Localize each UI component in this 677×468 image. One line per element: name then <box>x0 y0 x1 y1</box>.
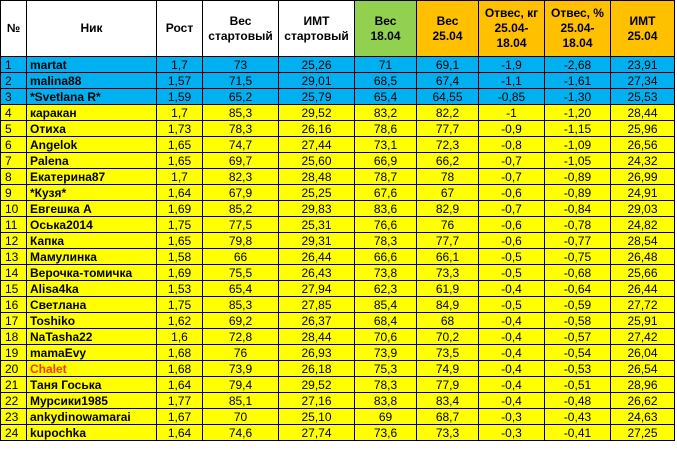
cell-weight-1804: 73,8 <box>355 265 417 281</box>
cell-bmi-2504: 25,53 <box>611 89 675 105</box>
cell-start-weight: 70 <box>203 409 279 425</box>
cell-bmi-2504: 26,56 <box>611 137 675 153</box>
cell-weight-2504: 84,9 <box>417 297 479 313</box>
table-row <box>1 249 675 265</box>
table-row <box>1 233 675 249</box>
cell-loss-kg: -0,6 <box>479 185 545 201</box>
cell-start-bmi: 27,85 <box>279 297 355 313</box>
header-start-bmi: ИМТ стартовый <box>279 1 355 57</box>
cell-weight-2504: 77,7 <box>417 233 479 249</box>
cell-start-weight: 75,5 <box>203 265 279 281</box>
cell-weight-2504: 67 <box>417 185 479 201</box>
cell-weight-2504: 73,3 <box>417 265 479 281</box>
cell-start-weight: 74,7 <box>203 137 279 153</box>
cell-start-weight: 73 <box>203 57 279 73</box>
table-row <box>1 201 675 217</box>
cell-loss-kg: -0,7 <box>479 201 545 217</box>
cell-loss-kg: -1 <box>479 105 545 121</box>
cell-nick: Toshiko <box>27 313 157 329</box>
cell-bmi-2504: 25,66 <box>611 265 675 281</box>
cell-weight-2504: 68 <box>417 313 479 329</box>
header-loss-pct: Отвес, % 25.04-18.04 <box>545 1 611 57</box>
cell-weight-2504: 77,7 <box>417 121 479 137</box>
table-row <box>1 217 675 233</box>
cell-weight-1804: 70,6 <box>355 329 417 345</box>
cell-weight-2504: 67,4 <box>417 73 479 89</box>
cell-index: 2 <box>1 73 27 89</box>
cell-start-bmi: 27,16 <box>279 393 355 409</box>
cell-index: 7 <box>1 153 27 169</box>
cell-loss-pct: -0,89 <box>545 169 611 185</box>
table-row <box>1 265 675 281</box>
cell-bmi-2504: 26,44 <box>611 281 675 297</box>
cell-loss-pct: -0,41 <box>545 425 611 441</box>
cell-bmi-2504: 24,82 <box>611 217 675 233</box>
cell-start-bmi: 26,18 <box>279 361 355 377</box>
cell-index: 19 <box>1 345 27 361</box>
cell-weight-2504: 70,2 <box>417 329 479 345</box>
cell-loss-kg: -0,4 <box>479 345 545 361</box>
cell-nick: каракан <box>27 105 157 121</box>
cell-start-bmi: 25,79 <box>279 89 355 105</box>
cell-weight-1804: 71 <box>355 57 417 73</box>
cell-bmi-2504: 27,42 <box>611 329 675 345</box>
cell-height: 1,69 <box>157 265 203 281</box>
cell-height: 1,64 <box>157 185 203 201</box>
cell-height: 1,65 <box>157 153 203 169</box>
cell-loss-pct: -0,48 <box>545 393 611 409</box>
cell-weight-1804: 73,6 <box>355 425 417 441</box>
cell-index: 1 <box>1 57 27 73</box>
cell-weight-2504: 82,9 <box>417 201 479 217</box>
cell-index: 5 <box>1 121 27 137</box>
cell-loss-pct: -1,15 <box>545 121 611 137</box>
cell-bmi-2504: 28,96 <box>611 377 675 393</box>
cell-loss-kg: -0,4 <box>479 361 545 377</box>
header-weight-2504: Вес 25.04 <box>417 1 479 57</box>
cell-loss-kg: -0,7 <box>479 153 545 169</box>
cell-start-bmi: 29,01 <box>279 73 355 89</box>
cell-index: 24 <box>1 425 27 441</box>
table-row <box>1 121 675 137</box>
cell-start-bmi: 29,31 <box>279 233 355 249</box>
cell-height: 1,53 <box>157 281 203 297</box>
cell-loss-pct: -1,30 <box>545 89 611 105</box>
table-row <box>1 409 675 425</box>
table-row <box>1 361 675 377</box>
cell-start-bmi: 26,43 <box>279 265 355 281</box>
cell-start-weight: 77,5 <box>203 217 279 233</box>
cell-index: 11 <box>1 217 27 233</box>
cell-nick: Оська2014 <box>27 217 157 233</box>
cell-bmi-2504: 25,91 <box>611 313 675 329</box>
cell-bmi-2504: 26,04 <box>611 345 675 361</box>
cell-nick: kupochka <box>27 425 157 441</box>
cell-nick: malina88 <box>27 73 157 89</box>
cell-loss-kg: -0,4 <box>479 393 545 409</box>
cell-nick: *Svetlana R* <box>27 89 157 105</box>
cell-weight-2504: 78 <box>417 169 479 185</box>
table-row <box>1 105 675 121</box>
cell-weight-1804: 69 <box>355 409 417 425</box>
cell-index: 8 <box>1 169 27 185</box>
cell-weight-1804: 78,6 <box>355 121 417 137</box>
cell-weight-2504: 74,9 <box>417 361 479 377</box>
cell-start-bmi: 25,25 <box>279 185 355 201</box>
cell-height: 1,65 <box>157 233 203 249</box>
cell-loss-pct: -0,58 <box>545 313 611 329</box>
table-row <box>1 169 675 185</box>
header-weight-1804: Вес 18.04 <box>355 1 417 57</box>
cell-start-weight: 79,8 <box>203 233 279 249</box>
header-start-weight: Вес стартовый <box>203 1 279 57</box>
cell-weight-2504: 77,9 <box>417 377 479 393</box>
cell-index: 15 <box>1 281 27 297</box>
cell-loss-kg: -0,6 <box>479 233 545 249</box>
cell-weight-1804: 78,7 <box>355 169 417 185</box>
cell-nick: Cветлана <box>27 297 157 313</box>
cell-loss-kg: -0,85 <box>479 89 545 105</box>
cell-weight-1804: 76,6 <box>355 217 417 233</box>
cell-index: 17 <box>1 313 27 329</box>
cell-index: 3 <box>1 89 27 105</box>
cell-loss-pct: -0,75 <box>545 249 611 265</box>
cell-bmi-2504: 26,62 <box>611 393 675 409</box>
cell-height: 1,64 <box>157 425 203 441</box>
cell-start-weight: 69,7 <box>203 153 279 169</box>
cell-height: 1,73 <box>157 121 203 137</box>
cell-bmi-2504: 28,54 <box>611 233 675 249</box>
cell-nick: martat <box>27 57 157 73</box>
cell-weight-1804: 68,5 <box>355 73 417 89</box>
cell-bmi-2504: 27,25 <box>611 425 675 441</box>
cell-loss-pct: -0,78 <box>545 217 611 233</box>
cell-nick: Мурсики1985 <box>27 393 157 409</box>
cell-loss-kg: -0,5 <box>479 297 545 313</box>
cell-start-bmi: 25,60 <box>279 153 355 169</box>
cell-loss-pct: -0,89 <box>545 185 611 201</box>
cell-loss-kg: -0,9 <box>479 121 545 137</box>
cell-loss-kg: -0,3 <box>479 425 545 441</box>
cell-start-bmi: 25,31 <box>279 217 355 233</box>
cell-bmi-2504: 27,72 <box>611 297 675 313</box>
cell-nick: Palena <box>27 153 157 169</box>
cell-start-weight: 73,9 <box>203 361 279 377</box>
table-row <box>1 73 675 89</box>
cell-height: 1,69 <box>157 201 203 217</box>
cell-loss-kg: -0,4 <box>479 377 545 393</box>
cell-start-weight: 82,3 <box>203 169 279 185</box>
table-row <box>1 153 675 169</box>
cell-bmi-2504: 26,99 <box>611 169 675 185</box>
cell-bmi-2504: 28,44 <box>611 105 675 121</box>
cell-start-bmi: 29,83 <box>279 201 355 217</box>
cell-loss-pct: -1,09 <box>545 137 611 153</box>
cell-weight-2504: 61,9 <box>417 281 479 297</box>
cell-loss-pct: -0,53 <box>545 361 611 377</box>
table-row <box>1 137 675 153</box>
cell-loss-kg: -0,4 <box>479 281 545 297</box>
cell-start-weight: 72,8 <box>203 329 279 345</box>
cell-height: 1,68 <box>157 361 203 377</box>
cell-start-bmi: 26,44 <box>279 249 355 265</box>
header-loss-kg: Отвес, кг 25.04-18.04 <box>479 1 545 57</box>
cell-loss-pct: -0,77 <box>545 233 611 249</box>
cell-nick: Верочка-томичка <box>27 265 157 281</box>
cell-start-bmi: 25,26 <box>279 57 355 73</box>
cell-height: 1,57 <box>157 73 203 89</box>
cell-nick: Екатерина87 <box>27 169 157 185</box>
cell-bmi-2504: 25,96 <box>611 121 675 137</box>
cell-height: 1,75 <box>157 297 203 313</box>
cell-weight-2504: 83,4 <box>417 393 479 409</box>
cell-weight-1804: 83,6 <box>355 201 417 217</box>
cell-start-weight: 74,6 <box>203 425 279 441</box>
cell-height: 1,58 <box>157 249 203 265</box>
cell-loss-kg: -1,9 <box>479 57 545 73</box>
cell-bmi-2504: 24,32 <box>611 153 675 169</box>
cell-index: 9 <box>1 185 27 201</box>
cell-weight-2504: 66,2 <box>417 153 479 169</box>
cell-weight-1804: 85,4 <box>355 297 417 313</box>
table-body <box>1 57 675 441</box>
cell-weight-1804: 75,3 <box>355 361 417 377</box>
cell-nick: mamaEvy <box>27 345 157 361</box>
cell-start-bmi: 28,44 <box>279 329 355 345</box>
cell-loss-pct: -1,20 <box>545 105 611 121</box>
cell-height: 1,6 <box>157 329 203 345</box>
cell-loss-pct: -2,68 <box>545 57 611 73</box>
cell-start-weight: 67,9 <box>203 185 279 201</box>
cell-weight-2504: 68,7 <box>417 409 479 425</box>
cell-height: 1,64 <box>157 377 203 393</box>
cell-weight-1804: 83,8 <box>355 393 417 409</box>
cell-start-bmi: 28,48 <box>279 169 355 185</box>
cell-loss-kg: -0,7 <box>479 169 545 185</box>
cell-weight-2504: 64,55 <box>417 89 479 105</box>
cell-bmi-2504: 24,63 <box>611 409 675 425</box>
cell-nick: Chalet <box>27 361 157 377</box>
cell-weight-1804: 67,6 <box>355 185 417 201</box>
cell-index: 20 <box>1 361 27 377</box>
cell-index: 4 <box>1 105 27 121</box>
cell-loss-kg: -0,5 <box>479 249 545 265</box>
cell-bmi-2504: 23,91 <box>611 57 675 73</box>
cell-loss-pct: -0,57 <box>545 329 611 345</box>
cell-nick: Angelok <box>27 137 157 153</box>
cell-bmi-2504: 27,34 <box>611 73 675 89</box>
table-row <box>1 393 675 409</box>
cell-nick: Alisa4ka <box>27 281 157 297</box>
cell-height: 1,7 <box>157 169 203 185</box>
cell-index: 12 <box>1 233 27 249</box>
cell-start-weight: 85,1 <box>203 393 279 409</box>
cell-loss-pct: -1,05 <box>545 153 611 169</box>
cell-height: 1,62 <box>157 313 203 329</box>
cell-start-bmi: 27,44 <box>279 137 355 153</box>
cell-height: 1,65 <box>157 137 203 153</box>
cell-nick: NaTasha22 <box>27 329 157 345</box>
cell-start-weight: 65,4 <box>203 281 279 297</box>
header-index: № <box>1 1 27 57</box>
cell-bmi-2504: 29,03 <box>611 201 675 217</box>
cell-height: 1,67 <box>157 409 203 425</box>
cell-weight-2504: 76 <box>417 217 479 233</box>
table-row <box>1 185 675 201</box>
header-nick: Ник <box>27 1 157 57</box>
cell-weight-2504: 66,1 <box>417 249 479 265</box>
cell-height: 1,7 <box>157 57 203 73</box>
cell-bmi-2504: 24,91 <box>611 185 675 201</box>
cell-start-weight: 79,4 <box>203 377 279 393</box>
cell-bmi-2504: 26,48 <box>611 249 675 265</box>
cell-index: 6 <box>1 137 27 153</box>
header-height: Рост <box>157 1 203 57</box>
cell-height: 1,77 <box>157 393 203 409</box>
cell-start-bmi: 29,52 <box>279 105 355 121</box>
cell-start-bmi: 26,93 <box>279 345 355 361</box>
cell-height: 1,59 <box>157 89 203 105</box>
cell-weight-1804: 66,9 <box>355 153 417 169</box>
table-row <box>1 377 675 393</box>
cell-start-bmi: 25,10 <box>279 409 355 425</box>
cell-weight-1804: 62,3 <box>355 281 417 297</box>
table-row <box>1 281 675 297</box>
cell-loss-kg: -0,3 <box>479 409 545 425</box>
cell-weight-1804: 73,9 <box>355 345 417 361</box>
table-row <box>1 57 675 73</box>
cell-start-weight: 85,2 <box>203 201 279 217</box>
cell-weight-1804: 78,3 <box>355 377 417 393</box>
cell-start-weight: 78,3 <box>203 121 279 137</box>
table-row <box>1 425 675 441</box>
cell-start-bmi: 26,16 <box>279 121 355 137</box>
cell-weight-1804: 66,6 <box>355 249 417 265</box>
cell-index: 23 <box>1 409 27 425</box>
cell-nick: Таня Госька <box>27 377 157 393</box>
cell-nick: Евгешка А <box>27 201 157 217</box>
table-row <box>1 329 675 345</box>
cell-bmi-2504: 26,54 <box>611 361 675 377</box>
cell-start-bmi: 27,94 <box>279 281 355 297</box>
cell-start-weight: 71,5 <box>203 73 279 89</box>
table-row <box>1 89 675 105</box>
cell-loss-kg: -0,8 <box>479 137 545 153</box>
cell-loss-pct: -0,84 <box>545 201 611 217</box>
table-row <box>1 297 675 313</box>
cell-start-bmi: 26,37 <box>279 313 355 329</box>
cell-index: 13 <box>1 249 27 265</box>
cell-weight-2504: 82,2 <box>417 105 479 121</box>
header-bmi-2504: ИМТ 25.04 <box>611 1 675 57</box>
cell-index: 14 <box>1 265 27 281</box>
table-row <box>1 313 675 329</box>
cell-nick: Мамулинка <box>27 249 157 265</box>
cell-weight-1804: 73,1 <box>355 137 417 153</box>
cell-weight-1804: 83,2 <box>355 105 417 121</box>
cell-index: 16 <box>1 297 27 313</box>
cell-start-weight: 85,3 <box>203 105 279 121</box>
cell-start-weight: 76 <box>203 345 279 361</box>
cell-loss-kg: -0,5 <box>479 265 545 281</box>
cell-nick: ankydinowamarai <box>27 409 157 425</box>
cell-start-bmi: 29,52 <box>279 377 355 393</box>
cell-index: 10 <box>1 201 27 217</box>
cell-start-bmi: 27,74 <box>279 425 355 441</box>
cell-start-weight: 65,2 <box>203 89 279 105</box>
cell-weight-2504: 72,3 <box>417 137 479 153</box>
cell-weight-1804: 78,3 <box>355 233 417 249</box>
cell-height: 1,75 <box>157 217 203 233</box>
cell-loss-kg: -0,4 <box>479 313 545 329</box>
cell-weight-1804: 65,4 <box>355 89 417 105</box>
cell-loss-pct: -0,59 <box>545 297 611 313</box>
cell-start-weight: 85,3 <box>203 297 279 313</box>
cell-weight-2504: 69,1 <box>417 57 479 73</box>
cell-height: 1,68 <box>157 345 203 361</box>
cell-weight-2504: 73,3 <box>417 425 479 441</box>
cell-nick: Капка <box>27 233 157 249</box>
header-row <box>1 1 675 57</box>
cell-index: 21 <box>1 377 27 393</box>
cell-nick: Отиха <box>27 121 157 137</box>
cell-nick: *Кузя* <box>27 185 157 201</box>
cell-start-weight: 66 <box>203 249 279 265</box>
cell-loss-kg: -0,6 <box>479 217 545 233</box>
table-row <box>1 345 675 361</box>
cell-index: 22 <box>1 393 27 409</box>
cell-height: 1,7 <box>157 105 203 121</box>
cell-loss-pct: -0,68 <box>545 265 611 281</box>
cell-loss-pct: -0,51 <box>545 377 611 393</box>
cell-loss-pct: -0,64 <box>545 281 611 297</box>
cell-loss-kg: -0,4 <box>479 329 545 345</box>
cell-weight-2504: 73,5 <box>417 345 479 361</box>
cell-index: 18 <box>1 329 27 345</box>
cell-loss-pct: -1,61 <box>545 73 611 89</box>
cell-start-weight: 69,2 <box>203 313 279 329</box>
cell-loss-pct: -0,54 <box>545 345 611 361</box>
cell-loss-kg: -1,1 <box>479 73 545 89</box>
cell-loss-pct: -0,43 <box>545 409 611 425</box>
cell-weight-1804: 68,4 <box>355 313 417 329</box>
